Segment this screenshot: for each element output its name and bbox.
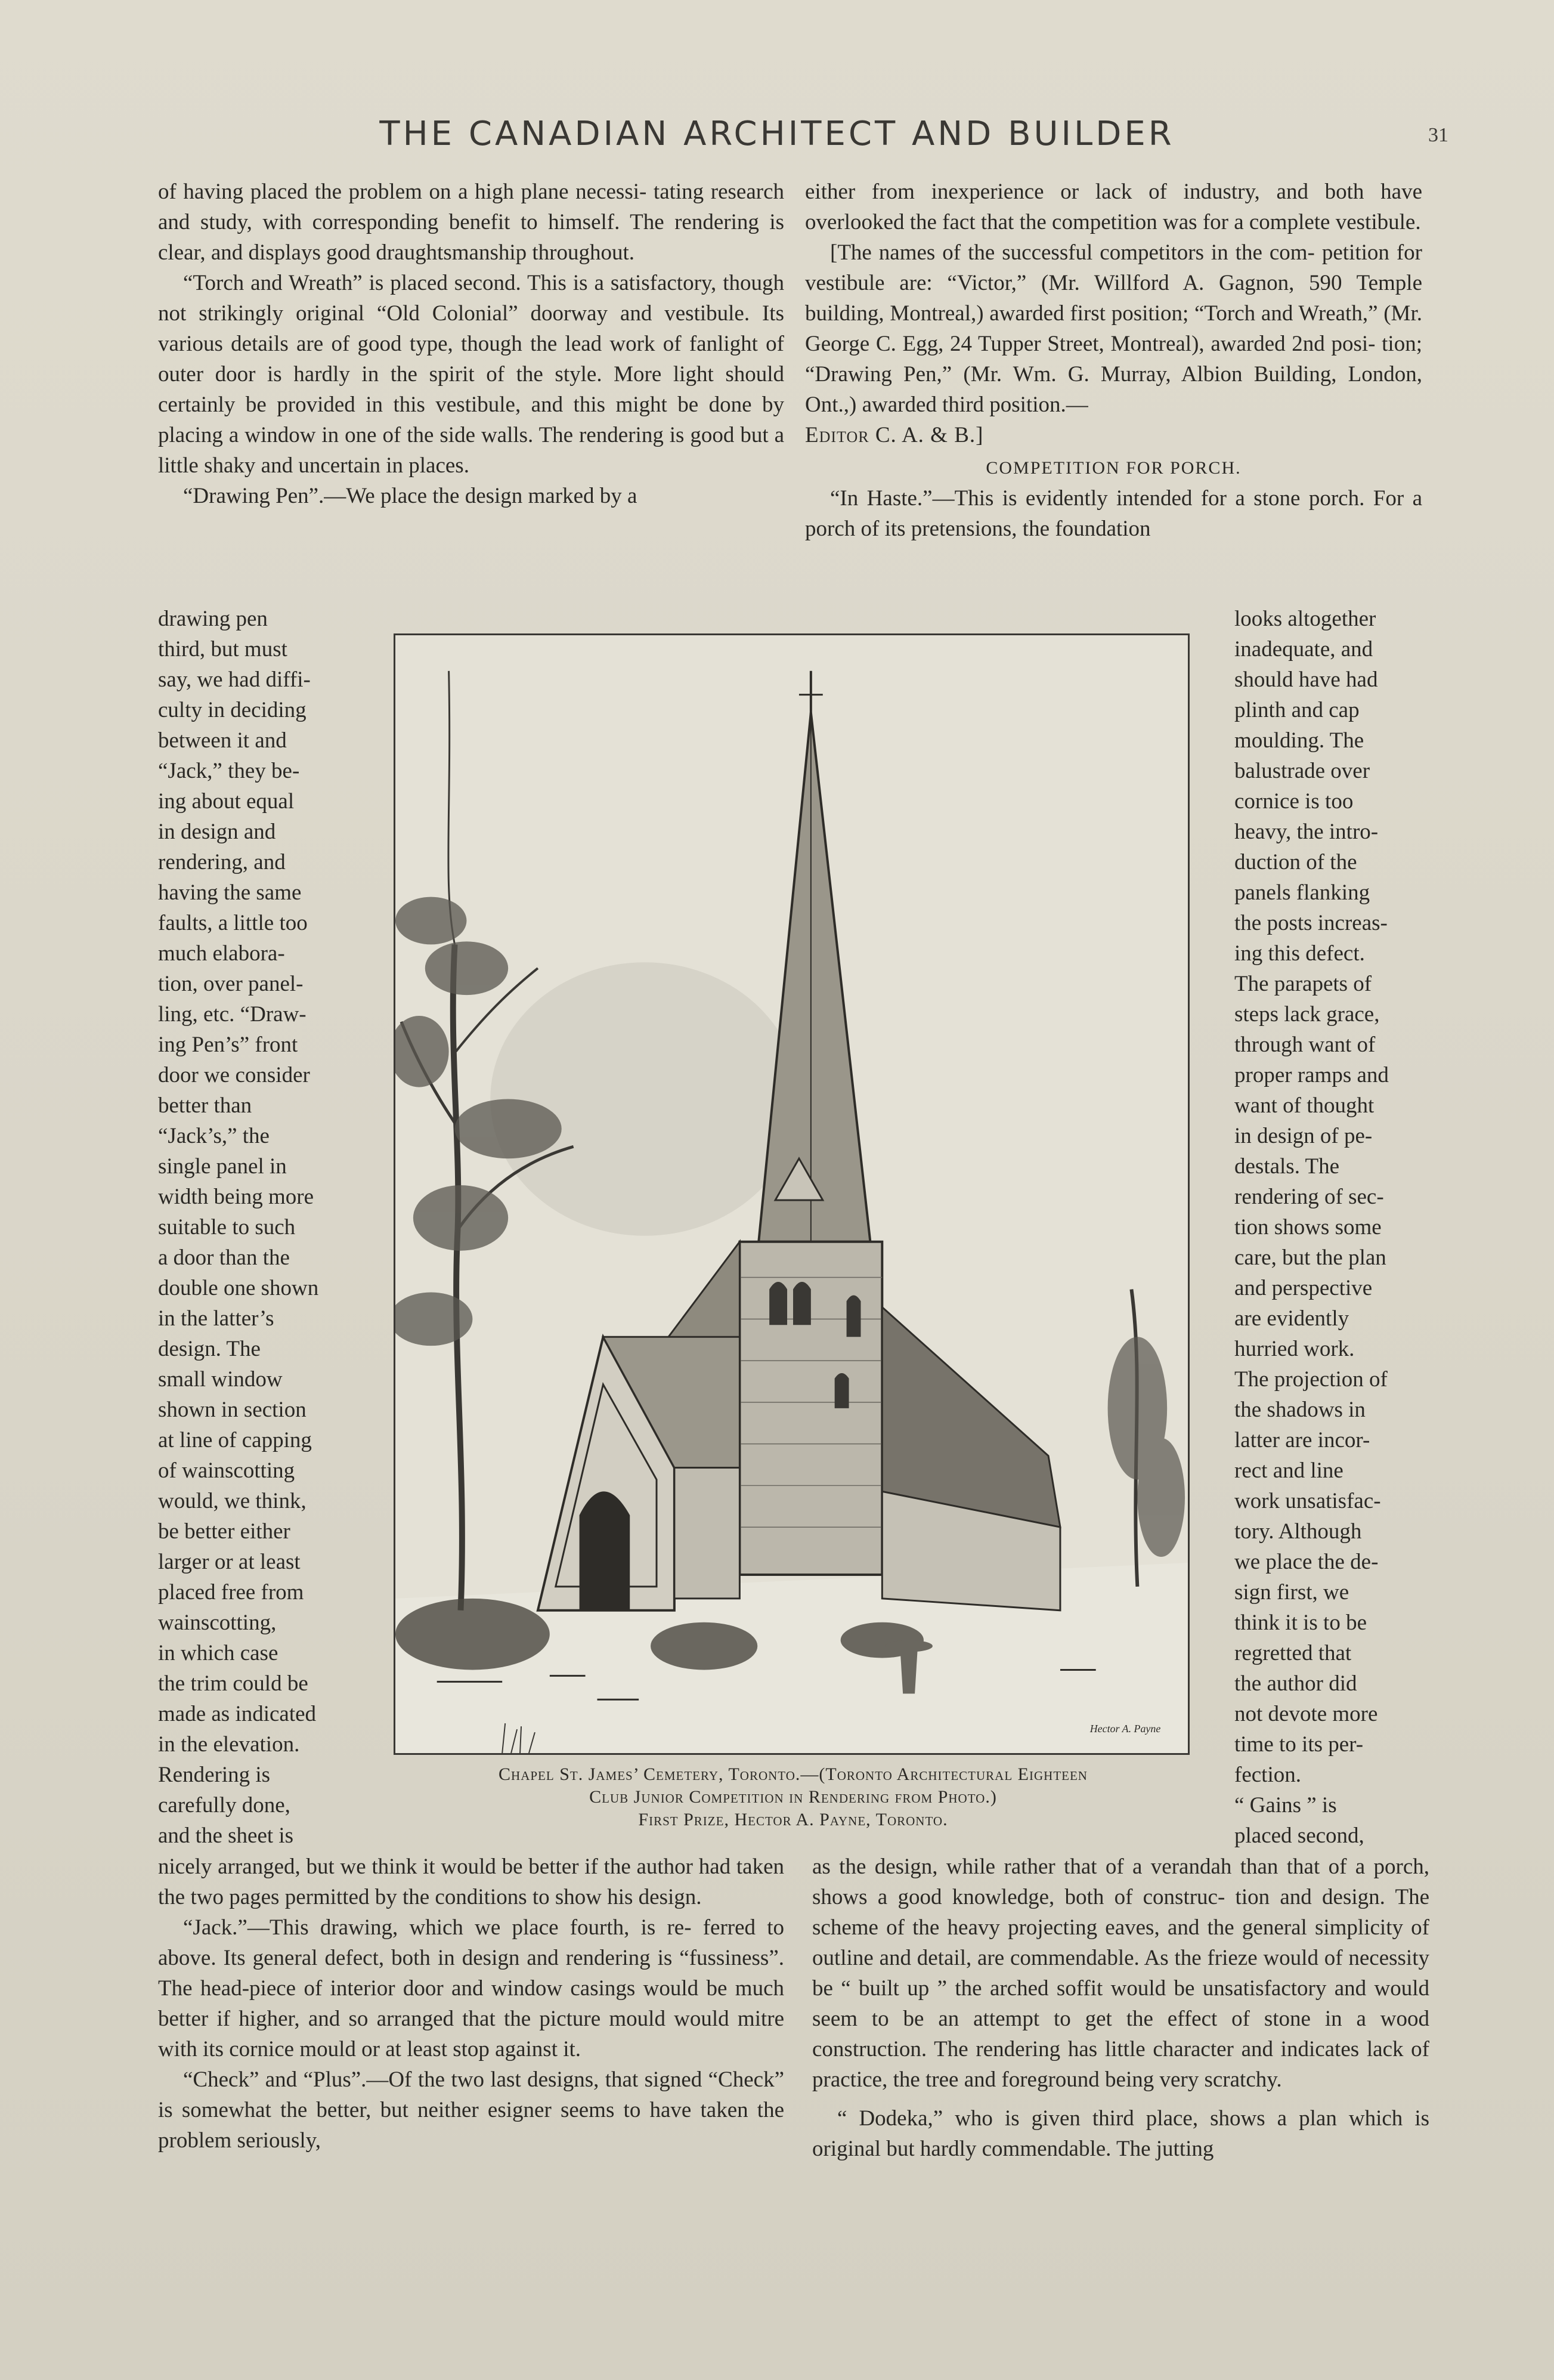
wrap-line: through want of [1234, 1033, 1376, 1057]
wrap-line: balustrade over [1234, 759, 1370, 783]
caption-line: First Prize, Hector A. Payne, Toronto. [638, 1810, 948, 1829]
wrap-line: and the sheet is [158, 1823, 294, 1848]
wrap-line: The parapets of [1234, 972, 1372, 996]
wrap-line: carefully done, [158, 1793, 290, 1818]
editor-signoff: Editor C. A. & B.] [805, 423, 984, 447]
wrap-line: think it is to be [1234, 1611, 1367, 1635]
caption-line: Chapel St. James’ Cemetery, Toronto.—(Toronto Architectural Eighteen [499, 1764, 1088, 1784]
wrap-line: ing about equal [158, 789, 295, 814]
wrap-line: and perspective [1234, 1276, 1373, 1300]
paragraph: “Drawing Pen”.—We place the design marked by a [183, 484, 637, 508]
wrap-line: in the elevation. [158, 1732, 300, 1757]
wrap-line: want of thought [1234, 1093, 1375, 1118]
wrap-line: ling, etc. “Draw- [158, 1002, 307, 1027]
wrap-line: The projection of [1234, 1367, 1388, 1392]
wrap-line: single panel in [158, 1154, 287, 1179]
wrap-line: work unsatisfac- [1234, 1489, 1381, 1513]
section-heading: COMPETITION FOR PORCH. [986, 458, 1242, 478]
wrap-line: plinth and cap [1234, 698, 1360, 722]
wrap-line: placed free from [158, 1580, 304, 1605]
paragraph: “ Dodeka,” who is given third place, shows a plan which is original but hardly commendable. The jutting [812, 2106, 1429, 2161]
wrap-line: “Jack’s,” the [158, 1124, 270, 1148]
wrap-line: should have had [1234, 667, 1378, 692]
wrap-line: ing Pen’s” front [158, 1033, 298, 1057]
wrap-line: design. The [158, 1337, 261, 1361]
wrap-line: Rendering is [158, 1763, 271, 1787]
wrap-line: wainscotting, [158, 1611, 277, 1635]
wrap-line: in design of pe- [1234, 1124, 1373, 1148]
paragraph: nicely arranged, but we think it would be better if the author had taken the two pages permitted by the conditions to show his design. [158, 1854, 784, 1909]
wrap-line: panels flanking [1234, 880, 1370, 905]
wrap-line: hurried work. [1234, 1337, 1355, 1361]
left-column-bottom [158, 1852, 784, 2156]
wrap-line: a door than the [158, 1245, 290, 1270]
wrap-line: ing this defect. [1234, 941, 1365, 966]
paragraph: “Check” and “Plus”.—Of the two last designs, that signed “Check” is somewhat the better, but neither esigner seems to have taken the problem seriously, [158, 2067, 784, 2153]
wrap-line: the posts increas- [1234, 911, 1388, 935]
left-column-top [158, 177, 784, 511]
wrap-line: rendering, and [158, 850, 286, 874]
wrap-line: are evidently [1234, 1306, 1349, 1331]
wrap-line: “ Gains ” is [1234, 1793, 1337, 1818]
wrap-line: having the same [158, 880, 302, 905]
wrap-line: third, but must [158, 637, 287, 662]
wrap-line: tion, over panel- [158, 972, 304, 996]
wrap-line: rect and line [1234, 1458, 1344, 1483]
wrap-line: of wainscotting [158, 1458, 295, 1483]
caption-line: Club Junior Competition in Rendering from Photo.) [589, 1787, 997, 1807]
wrap-line: faults, a little too [158, 911, 308, 935]
wrap-line: the author did [1234, 1671, 1357, 1696]
wrap-line: drawing pen [158, 607, 268, 631]
wrap-line: sign first, we [1234, 1580, 1349, 1605]
wrap-line: at line of capping [158, 1428, 312, 1452]
paragraph: [The names of the successful competitors in the com- petition for vestibule are: “Victor,” (Mr. Willford A. Gagnon, 590 Temple building, Montreal,) awarded first position; “Torch and Wreath,” (Mr. George C. Egg, 24 Tupper Street, Montreal), awarded 2nd posi- tion; “Drawing Pen,” (Mr. Wm. G. Murray, Albion Building, London, Ont.,) awarded third position.— [805, 240, 1422, 417]
page-number: 31 [1428, 124, 1448, 146]
left-wrap-text [158, 604, 355, 1851]
wrap-line: door we consider [158, 1063, 310, 1087]
paragraph: “In Haste.”—This is evidently intended for a stone porch. For a porch of its pretensions, the foundation [805, 486, 1422, 541]
wrap-line: care, but the plan [1234, 1245, 1386, 1270]
wrap-line: tion shows some [1234, 1215, 1382, 1240]
wrap-line: cornice is too [1234, 789, 1354, 814]
wrap-line: double one shown [158, 1276, 319, 1300]
wrap-line: much elabora- [158, 941, 285, 966]
wrap-line: time to its per- [1234, 1732, 1364, 1757]
wrap-line: moulding. The [1234, 728, 1364, 753]
wrap-line: shown in section [158, 1398, 307, 1422]
wrap-line: be better either [158, 1519, 290, 1544]
right-wrap-text [1234, 604, 1431, 1851]
right-column-bottom [812, 1852, 1429, 2164]
wrap-line: looks altogether [1234, 607, 1376, 631]
wrap-line: larger or at least [158, 1550, 301, 1574]
paragraph: as the design, while rather that of a verandah than that of a porch, shows a good knowledge, both of construc- tion and design. The scheme of the heavy projecting eaves, and the general simplicity of outline and detail, are commendable. As the frieze would of necessity be “ built up ” the arched soffit would be unsatisfactory and would seem to be an attempt to get the effect of stone in a wood construction. The rendering has little character and indicates lack of practice, the tree and foreground being very scratchy. [812, 1854, 1429, 2092]
wrap-line: between it and [158, 728, 287, 753]
wrap-line: steps lack grace, [1234, 1002, 1380, 1027]
wrap-line: would, we think, [158, 1489, 307, 1513]
wrap-line: the shadows in [1234, 1398, 1366, 1422]
wrap-line: made as indicated [158, 1702, 317, 1726]
wrap-line: width being more [158, 1185, 314, 1209]
wrap-line: better than [158, 1093, 252, 1118]
wrap-line: heavy, the intro- [1234, 820, 1379, 844]
wrap-line: inadequate, and [1234, 637, 1373, 662]
wrap-line: culty in deciding [158, 698, 307, 722]
wrap-line: fection. [1234, 1763, 1301, 1787]
wrap-line: we place the de- [1234, 1550, 1379, 1574]
wrap-line: not devote more [1234, 1702, 1378, 1726]
wrap-line: “Jack,” they be- [158, 759, 300, 783]
right-column-top [805, 177, 1422, 544]
figure-caption [382, 1763, 1205, 1831]
wrap-line: say, we had diffi- [158, 667, 311, 692]
wrap-line: suitable to such [158, 1215, 296, 1240]
wrap-line: rendering of sec- [1234, 1185, 1384, 1209]
wrap-line: duction of the [1234, 850, 1357, 874]
wrap-line: tory. Although [1234, 1519, 1362, 1544]
wrap-line: in the latter’s [158, 1306, 274, 1331]
wrap-line: in design and [158, 820, 276, 844]
paragraph: of having placed the problem on a high plane necessi- tating research and study, with corresponding benefit to himself. The rendering is clear, and displays good draughtsmanship throughout. [158, 180, 784, 265]
artist-signature: Hector A. Payne [1089, 1723, 1161, 1735]
wrap-line: proper ramps and [1234, 1063, 1389, 1087]
paragraph: “Jack.”—This drawing, which we place fourth, is re- ferred to above. Its general defect, both in design and rendering is “fussiness”. The head-piece of interior door and window casings would be much better if higher, and so arranged that the picture mould would mitre with its cornice mould or at least stop against it. [158, 1915, 784, 2061]
wrap-line: latter are incor- [1234, 1428, 1370, 1452]
wrap-line: small window [158, 1367, 283, 1392]
paragraph: either from inexperience or lack of industry, and both have overlooked the fact that the competition was for a complete vestibule. [805, 180, 1422, 234]
wrap-line: regretted that [1234, 1641, 1352, 1665]
wrap-line: destals. The [1234, 1154, 1340, 1179]
wrap-line: in which case [158, 1641, 278, 1665]
chapel-drawing [395, 635, 1188, 1753]
paragraph: “Torch and Wreath” is placed second. This is a satisfactory, though not strikingly original “Old Colonial” doorway and vestibule. Its various details are of good type, though the lead work of fanlight of outer door is hardly in the spirit of the style. More light should certainly be provided in this vestibule, and this might be done by placing a window in one of the side walls. The rendering is good but a little shaky and uncertain in places. [158, 271, 784, 478]
wrap-line: the trim could be [158, 1671, 308, 1696]
wrap-line: placed second, [1234, 1823, 1364, 1848]
running-title: THE CANADIAN ARCHITECT AND BUILDER [379, 115, 1175, 153]
chapel-illustration [394, 633, 1190, 1755]
